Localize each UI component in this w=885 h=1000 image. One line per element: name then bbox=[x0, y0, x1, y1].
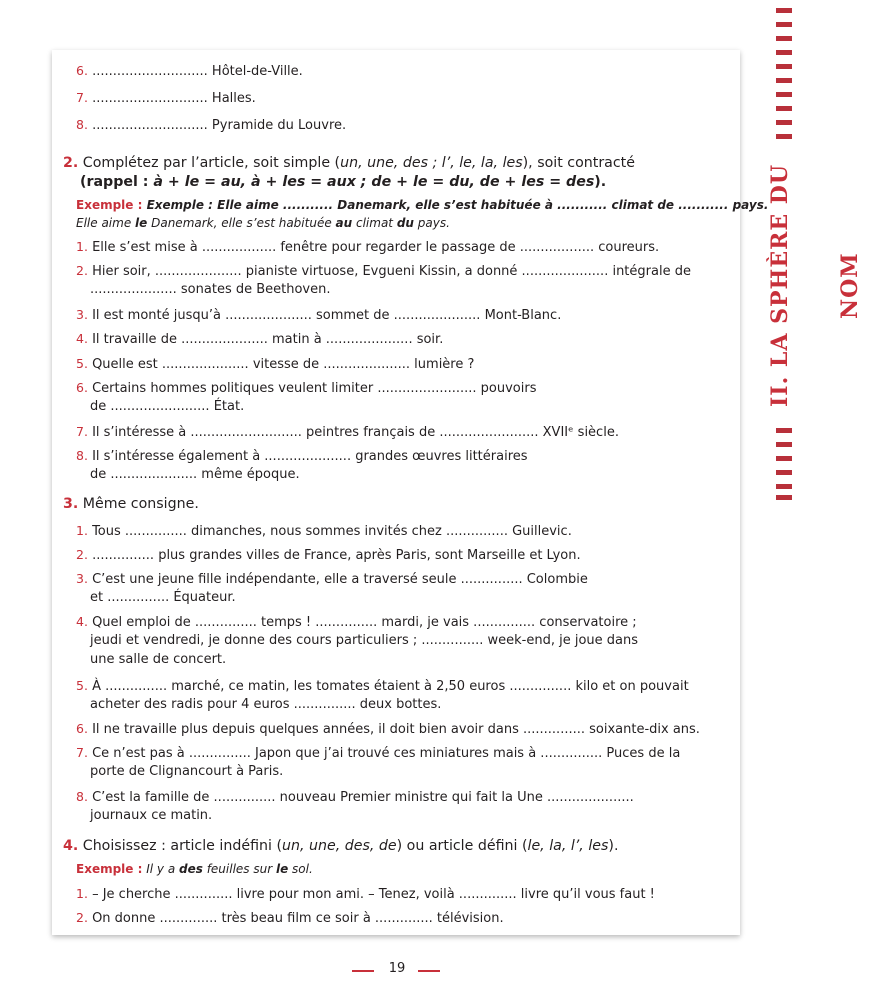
item-continuation: et ............... Équateur. bbox=[90, 590, 236, 605]
item-text: Quel emploi de ............... temps ! ............... mardi, je vais ............... conservatoire ; bbox=[92, 615, 637, 630]
item-number: 1. bbox=[76, 239, 88, 254]
section-2-title bbox=[63, 153, 635, 173]
item-text: ............................ Hôtel-de-Ville. bbox=[92, 64, 303, 79]
item-number: 4. bbox=[76, 331, 88, 346]
title-italic: le, la, l’, les bbox=[527, 838, 609, 854]
title-italic: un, une, des ; l’, le, la, les bbox=[340, 155, 523, 171]
list-item bbox=[76, 61, 303, 81]
list-item bbox=[76, 545, 581, 565]
title-italic: un, une, des, de bbox=[282, 838, 397, 854]
example-text: Il y a bbox=[142, 862, 179, 876]
list-item bbox=[76, 305, 561, 325]
item-number: 8. bbox=[76, 789, 88, 804]
list-item bbox=[76, 908, 504, 928]
item-number: 2. bbox=[76, 910, 88, 925]
item-text: ............................ Halles. bbox=[92, 91, 256, 106]
item-continuation: ..................... sonates de Beethoven. bbox=[90, 282, 331, 297]
example-text: Exemple : Elle aime ........... Danemark, elle s’est habituée à ........... climat de ........... pays. bbox=[142, 198, 769, 212]
item-text: Certains hommes politiques veulent limiter ........................ pouvoirs bbox=[92, 381, 537, 396]
list-item bbox=[76, 521, 572, 541]
title-text: Choisissez : article indéfini ( bbox=[82, 838, 282, 854]
side-stripes-top bbox=[776, 0, 792, 145]
item-continuation: journaux ce matin. bbox=[90, 808, 213, 823]
example-bold: des bbox=[179, 862, 203, 876]
item-text: – Je cherche .............. livre pour mon ami. – Tenez, voilà .............. livre qu’il vous faut ! bbox=[92, 887, 655, 902]
section-2-rappel bbox=[80, 172, 606, 192]
item-number: 7. bbox=[76, 90, 88, 105]
item-number: 1. bbox=[76, 523, 88, 538]
exercise-page bbox=[52, 50, 769, 935]
example-text: sol. bbox=[288, 862, 313, 876]
item-text: C’est la famille de ............... nouveau Premier ministre qui fait la Une ..................... bbox=[92, 790, 634, 805]
list-item bbox=[76, 612, 637, 632]
item-number: 7. bbox=[76, 424, 88, 439]
rappel-italic: à + le = au, à + les = aux ; de + le = du, de + les = des bbox=[153, 174, 595, 190]
example-label: Exemple : bbox=[76, 198, 143, 212]
item-number: 3. bbox=[76, 571, 88, 586]
title-text: Même consigne. bbox=[82, 496, 199, 512]
item-text: Il ne travaille plus depuis quelques années, il doit bien avoir dans ............... soixante-dix ans. bbox=[92, 722, 700, 737]
section-number: 3. bbox=[63, 496, 79, 512]
list-item bbox=[76, 569, 588, 589]
list-item bbox=[76, 787, 634, 807]
item-text: Quelle est ..................... vitesse de ..................... lumière ? bbox=[92, 357, 475, 372]
item-number: 2. bbox=[76, 263, 88, 278]
item-number: 2. bbox=[76, 547, 88, 562]
item-number: 8. bbox=[76, 117, 88, 132]
footer-rule-left bbox=[352, 970, 374, 972]
example-bold: le bbox=[275, 862, 289, 876]
section-2-example-answer bbox=[76, 214, 450, 232]
list-item bbox=[76, 261, 691, 281]
item-number: 7. bbox=[76, 745, 88, 760]
page-number: 19 bbox=[388, 961, 406, 976]
list-item bbox=[76, 422, 619, 442]
list-item bbox=[76, 354, 474, 374]
example-label: Exemple : bbox=[76, 862, 143, 876]
item-text: On donne .............. très beau film ce soir à .............. télévision. bbox=[92, 911, 504, 926]
example-text: feuilles sur bbox=[202, 862, 276, 876]
section-4-example bbox=[76, 860, 313, 878]
item-number: 3. bbox=[76, 307, 88, 322]
item-text: À ............... marché, ce matin, les tomates étaient à 2,50 euros ............... kilo et on pouvait bbox=[92, 679, 689, 694]
title-text: ), soit contracté bbox=[522, 155, 635, 171]
item-number: 1. bbox=[76, 886, 88, 901]
list-item bbox=[76, 446, 528, 466]
item-continuation: jeudi et vendredi, je donne des cours particuliers ; ............... week-end, je joue dans bbox=[90, 633, 639, 648]
example-bold: le bbox=[135, 216, 148, 230]
title-text: Complétez par l’article, soit simple ( bbox=[82, 155, 341, 171]
title-text: ) ou article défini ( bbox=[396, 838, 528, 854]
list-item bbox=[76, 237, 659, 257]
item-text: ............... plus grandes villes de France, après Paris, sont Marseille et Lyon. bbox=[92, 548, 581, 563]
section-number: 4. bbox=[63, 838, 79, 854]
example-bold: du bbox=[396, 216, 414, 230]
item-continuation: porte de Clignancourt à Paris. bbox=[90, 764, 284, 779]
rappel-text: (rappel : bbox=[80, 174, 154, 190]
section-2-example bbox=[76, 196, 768, 214]
title-text: ). bbox=[608, 838, 619, 854]
example-bold: au bbox=[335, 216, 353, 230]
rappel-text: ). bbox=[594, 174, 607, 190]
section-number: 2. bbox=[63, 155, 79, 171]
list-item bbox=[76, 884, 655, 904]
item-number: 8. bbox=[76, 448, 88, 463]
side-section-title: II. LA SPHÈRE DU NOM bbox=[767, 163, 863, 408]
item-text: Tous ............... dimanches, nous sommes invités chez ............... Guillevic. bbox=[92, 524, 572, 539]
item-text: Il est monté jusqu’à ..................... sommet de ..................... Mont-Blanc. bbox=[92, 308, 562, 323]
item-text: C’est une jeune fille indépendante, elle a traversé seule ............... Colombie bbox=[92, 572, 588, 587]
list-item bbox=[76, 329, 443, 349]
item-continuation: de ..................... même époque. bbox=[90, 467, 300, 482]
example-text: pays. bbox=[413, 216, 450, 230]
footer-rule-right bbox=[418, 970, 440, 972]
item-text: ............................ Pyramide du Louvre. bbox=[92, 118, 347, 133]
item-text: Elle s’est mise à .................. fenêtre pour regarder le passage de .................. coureurs. bbox=[92, 240, 660, 255]
item-number: 6. bbox=[76, 380, 88, 395]
item-number: 6. bbox=[76, 721, 88, 736]
example-text: Elle aime bbox=[76, 216, 136, 230]
item-text: Il travaille de ..................... matin à ..................... soir. bbox=[92, 332, 444, 347]
item-number: 5. bbox=[76, 356, 88, 371]
item-text: Hier soir, ..................... pianiste virtuose, Evgueni Kissin, a donné ..................... intégrale de bbox=[92, 264, 691, 279]
item-continuation: acheter des radis pour 4 euros ............... deux bottes. bbox=[90, 697, 442, 712]
list-item bbox=[76, 88, 256, 108]
list-item bbox=[76, 743, 680, 763]
item-text: Il s’intéresse à ........................... peintres français de ........................ XVIIᵉ siècle. bbox=[92, 425, 619, 440]
list-item bbox=[76, 378, 536, 398]
page-footer bbox=[0, 961, 792, 981]
item-text: Ce n’est pas à ............... Japon que j’ai trouvé ces miniatures mais à ............... Puces de la bbox=[92, 746, 681, 761]
item-continuation: de ........................ État. bbox=[90, 399, 245, 414]
example-text: climat bbox=[352, 216, 397, 230]
item-text: Il s’intéresse également à ..................... grandes œuvres littéraires bbox=[92, 449, 528, 464]
side-stripes-bottom bbox=[776, 428, 792, 500]
item-number: 4. bbox=[76, 614, 88, 629]
section-3-title bbox=[63, 494, 199, 514]
list-item bbox=[76, 115, 346, 135]
example-text: Danemark, elle s’est habituée bbox=[147, 216, 336, 230]
list-item bbox=[76, 676, 689, 696]
section-4-title bbox=[63, 836, 618, 856]
item-number: 6. bbox=[76, 63, 88, 78]
item-number: 5. bbox=[76, 678, 88, 693]
item-continuation: une salle de concert. bbox=[90, 652, 227, 667]
list-item bbox=[76, 719, 700, 739]
